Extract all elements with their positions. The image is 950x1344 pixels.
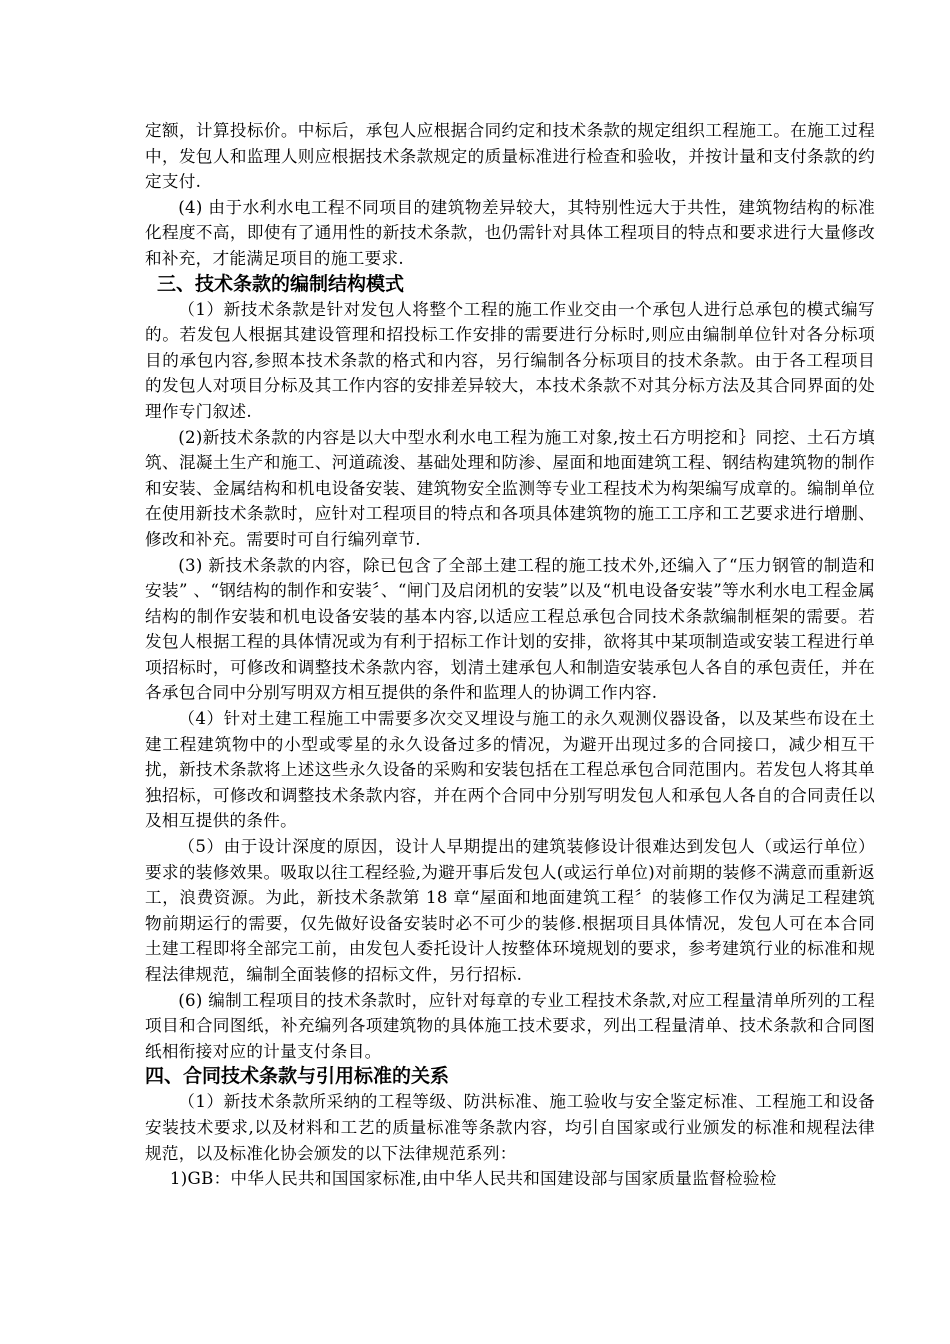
paragraph-continuation: 定额，计算投标价。中标后，承包人应根据合同约定和技术条款的规定组织工程施工。在施工过程中，发包人和监理人则应根据技术条款规定的质量标准进行检查和验收，并按计量和支付条款的约定支付. [145, 121, 875, 192]
section-4-heading: 四、合同技术条款与引用标准的关系 [145, 1065, 450, 1088]
section-3-paragraph-6: (6) 编制工程项目的技术条款时，应针对每章的专业工程技术条款,对应工程量清单所列的工程项目和合同图纸，补充编列各项建筑物的具体施工技术要求，列出工程量清单、技术条款和合同图纸相衔接对应的计量支付条目。 [145, 990, 875, 1061]
section-3-heading: 三、技术条款的编制结构模式 [157, 272, 405, 295]
paragraph-point-4: (4) 由于水利水电工程不同项目的建筑物差异较大，其特别性远大于共性，建筑物结构的标准化程度不高，即使有了通用性的新技术条款，也仍需针对具体工程项目的特点和要求进行大量修改和补充，才能满足项目的施工要求. [145, 197, 875, 268]
section-3-paragraph-4: （4）针对土建工程施工中需要多次交叉埋设与施工的永久观测仪器设备，以及某些布设在土建工程建筑物中的小型或零星的永久设备过多的情况，为避开出现过多的合同接口，减少相互干扰，新技术条款将上述这些永久设备的采购和安装包括在工程总承包合同范围内。若发包人将其单独招标，可修改和调整技术条款内容，并在两个合同中分别写明发包人和承包人各自的合同责任以及相互提供的条件。 [145, 709, 875, 831]
section-3-paragraph-2: (2)新技术条款的内容是以大中型水利水电工程为施工对象,按土石方明挖和｝同挖、土石方填筑、混凝土生产和施工、河道疏浚、基础处理和防渗、屋面和地面建筑工程、钢结构建筑物的制作和安装、金属结构和机电设备安装、建筑物安全监测等专业工程技术为构架编写成章的。编制单位在使用新技术条款时，应针对工程项目的特点和各项具体建筑物的施工工序和工艺要求进行增删、修改和补充。需要时可自行编列章节. [145, 427, 875, 549]
section-4-paragraph-1: （1）新技术条款所采纳的工程等级、防洪标准、施工验收与安全鉴定标准、工程施工和设备安装技术要求,以及材料和工艺的质量标准等条款内容，均引自国家或行业颁发的标准和规程法律规范，以及标准化协会颁发的以下法律规范系列： [145, 1092, 875, 1163]
section-3-paragraph-3: (3) 新技术条款的内容，除已包含了全部土建工程的施工技术外,还编入了“压力钢管的制造和安装” 、“钢结构的制作和安装〞、“闸门及启闭机的安装”以及“机电设备安装”等水利水电工程金属结构的制作安装和机电设备安装的基本内容,以适应工程总承包合同技术条款编制框架的需要。若发包人根据工程的具体情况或为有利于招标工作计划的安排，欲将其中某项制造或安装工程进行单项招标时，可修改和调整技术条款内容，划清土建承包人和制造安装承包人各自的承包责任，并在各承包合同中分别写明双方相互提供的条件和监理人的协调工作内容. [145, 555, 875, 703]
section-4-paragraph-2: 1)GB：中华人民共和国国家标准,由中华人民共和国建设部与国家质量监督检验检 [169, 1169, 777, 1189]
section-3-paragraph-5: （5）由于设计深度的原因，设计人早期提出的建筑装修设计很难达到发包人（或运行单位）要求的装修效果。吸取以往工程经验,为避开事后发包人(或运行单位)对前期的装修不满意而重新返工，浪费资源。为此，新技术条款第 18 章“屋面和地面建筑工程〞的装修工作仅为满足工程建筑物前期运行的需要，仅先做好设备安装时必不可少的装修.根据项目具体情况，发包人可在本合同土建工程即将全部完工前，由发包人委托设计人按整体环境规划的要求，参考建筑行业的标准和规程法律规范，编制全面装修的招标文件，另行招标. [145, 837, 875, 984]
section-3-paragraph-1: （1）新技术条款是针对发包人将整个工程的施工作业交由一个承包人进行总承包的模式编写的。若发包人根据其建设管理和招投标工作安排的需要进行分标时,则应由编制单位针对各分标项目的承包内容,参照本技术条款的格式和内容，另行编制各分标项目的技术条款。由于各工程项目的发包人对项目分标及其工作内容的安排差异较大，本技术条款不对其分标方法及其合同界面的处理作专门叙述. [145, 299, 875, 421]
document-page [145, 118, 875, 1192]
